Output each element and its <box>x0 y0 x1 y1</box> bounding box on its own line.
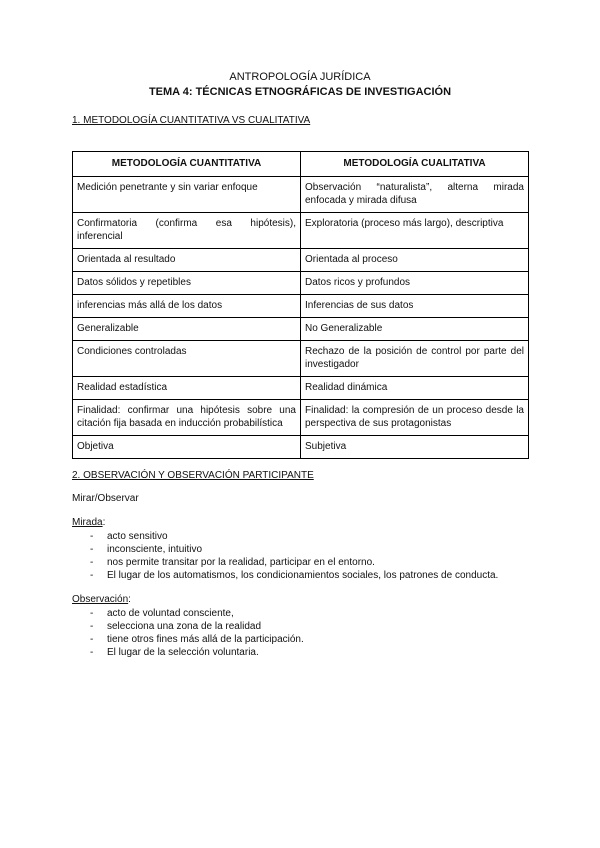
list-item <box>72 569 528 582</box>
table-cell-quantitative: Condiciones controladas <box>73 340 301 376</box>
list-bullet: - <box>90 530 94 542</box>
list-item <box>72 633 528 646</box>
observacion-label-line <box>72 593 528 606</box>
list-item <box>72 556 528 569</box>
table-header-qualitative: METODOLOGÍA CUALITATIVA <box>301 151 529 176</box>
methodology-table <box>72 151 529 459</box>
table-row <box>73 399 529 435</box>
table-row <box>73 248 529 271</box>
section-heading-2: 2. OBSERVACIÓN Y OBSERVACIÓN PARTICIPANTE <box>72 469 314 481</box>
mirada-list <box>72 530 528 582</box>
table-cell-qualitative: Realidad dinámica <box>301 376 529 399</box>
list-item-text: selecciona una zona de la realidad <box>107 620 261 632</box>
table-cell-qualitative: Finalidad: la compresión de un proceso desde la perspectiva de sus protagonistas <box>301 399 529 435</box>
list-item <box>72 543 528 556</box>
table-row <box>73 317 529 340</box>
mirada-label-line <box>72 516 528 529</box>
table-cell-qualitative: Inferencias de sus datos <box>301 294 529 317</box>
page-title: TEMA 4: TÉCNICAS ETNOGRÁFICAS DE INVESTIGACIÓN <box>148 86 452 99</box>
table-cell-qualitative: Orientada al proceso <box>301 248 529 271</box>
observacion-label-colon: : <box>128 593 131 605</box>
table-cell-quantitative: Datos sólidos y repetibles <box>73 271 301 294</box>
list-item <box>72 607 528 620</box>
list-bullet: - <box>90 556 94 568</box>
table-cell-qualitative: Observación “naturalista”, alterna mirada enfocada y mirada difusa <box>301 176 529 212</box>
table-cell-quantitative: Generalizable <box>73 317 301 340</box>
list-item-text: acto sensitivo <box>107 530 168 542</box>
table-cell-quantitative: Medición penetrante y sin variar enfoque <box>73 176 301 212</box>
table-row <box>73 212 529 248</box>
table-cell-qualitative: Datos ricos y profundos <box>301 271 529 294</box>
table-cell-quantitative: Orientada al resultado <box>73 248 301 271</box>
table-row <box>73 271 529 294</box>
table-cell-quantitative: Confirmatoria (confirma esa hipótesis), inferencial <box>73 212 301 248</box>
table-row <box>73 435 529 458</box>
table-cell-quantitative: Realidad estadística <box>73 376 301 399</box>
document-page <box>72 70 528 659</box>
table-header-quantitative: METODOLOGÍA CUANTITATIVA <box>73 151 301 176</box>
list-bullet: - <box>90 543 94 555</box>
table-row <box>73 294 529 317</box>
table-cell-qualitative: Exploratoria (proceso más largo), descriptiva <box>301 212 529 248</box>
list-bullet: - <box>90 607 94 619</box>
list-item-text: nos permite transitar por la realidad, participar en el entorno. <box>107 556 375 568</box>
table-cell-quantitative: inferencias más allá de los datos <box>73 294 301 317</box>
list-bullet: - <box>90 620 94 632</box>
table-row <box>73 176 529 212</box>
table-cell-qualitative: No Generalizable <box>301 317 529 340</box>
list-item-text: El lugar de los automatismos, los condicionamientos sociales, los patrones de conducta. <box>107 569 499 581</box>
table-cell-quantitative: Objetiva <box>73 435 301 458</box>
mirada-label: Mirada <box>72 516 103 528</box>
table-row <box>73 376 529 399</box>
table-cell-quantitative: Finalidad: confirmar una hipótesis sobre una citación fija basada en inducción probabilística <box>73 399 301 435</box>
mirada-label-colon: : <box>102 516 106 528</box>
table-header-row <box>73 151 529 176</box>
table-cell-qualitative: Subjetiva <box>301 435 529 458</box>
list-item-text: tiene otros fines más allá de la participación. <box>107 633 304 645</box>
table-row <box>73 340 529 376</box>
list-item-text: El lugar de la selección voluntaria. <box>107 646 259 658</box>
table-cell-qualitative: Rechazo de la posición de control por parte del investigador <box>301 340 529 376</box>
course-subject: ANTROPOLOGÍA JURÍDICA <box>229 71 371 83</box>
list-item <box>72 646 528 659</box>
list-item-text: acto de voluntad consciente, <box>107 607 234 619</box>
list-item <box>72 530 528 543</box>
observacion-list <box>72 607 528 659</box>
list-bullet: - <box>90 569 94 581</box>
list-bullet: - <box>90 633 94 645</box>
intro-text: Mirar/Observar <box>72 492 139 504</box>
list-item-text: inconsciente, intuitivo <box>107 543 203 555</box>
observacion-label: Observación <box>72 593 129 605</box>
section-heading-1: 1. METODOLOGÍA CUANTITATIVA VS CUALITATIVA <box>72 114 311 126</box>
list-bullet: - <box>90 646 94 658</box>
list-item <box>72 620 528 633</box>
